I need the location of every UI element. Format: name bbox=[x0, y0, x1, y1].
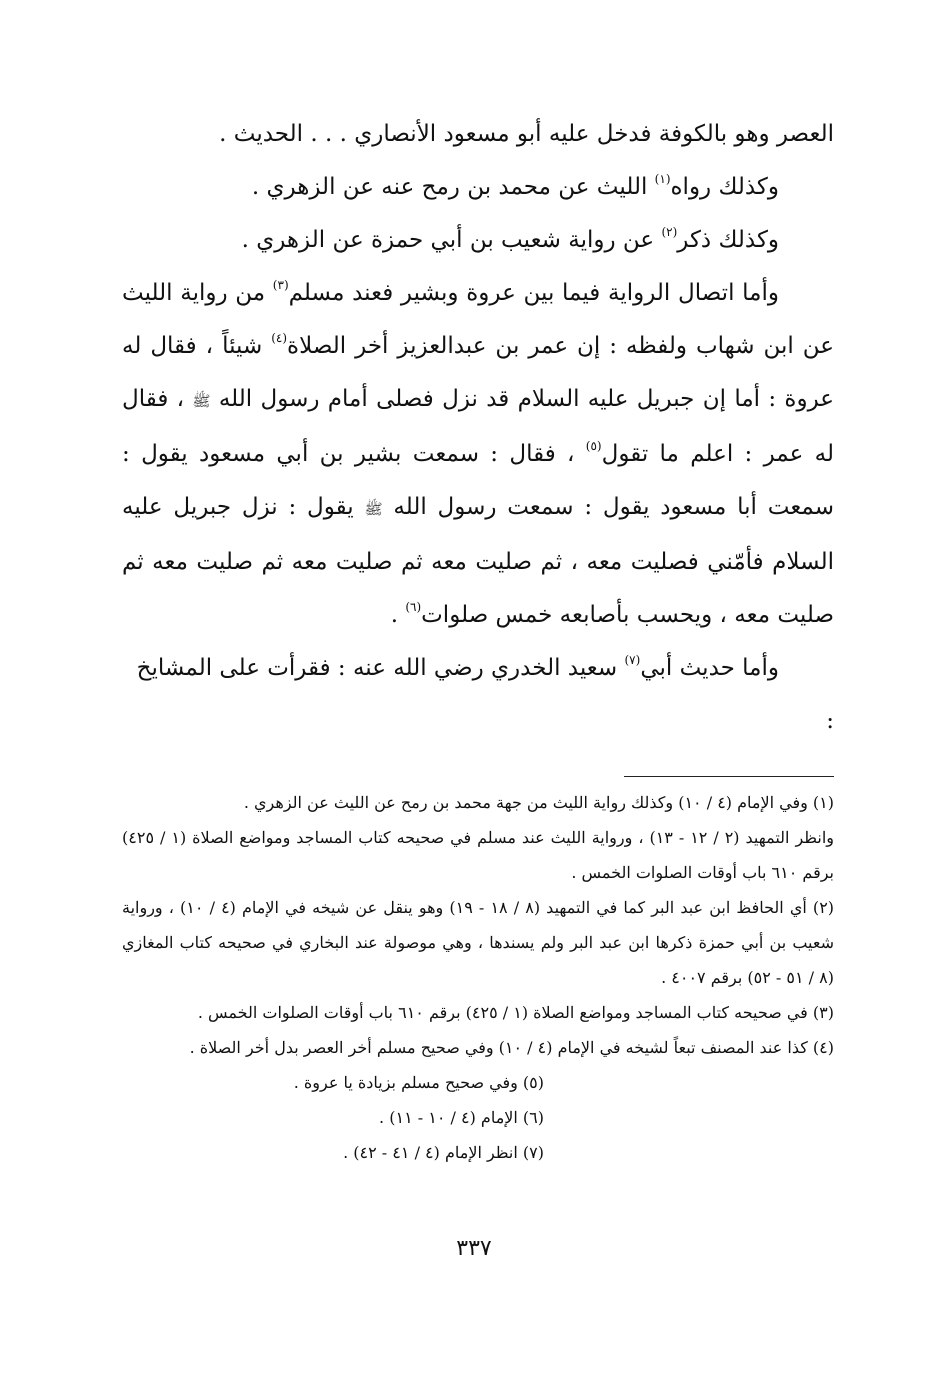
footnote-ref-5[interactable]: (٥) bbox=[585, 439, 602, 453]
text-segment: ، فقال : سمعت بشير بن أبي مسعود يقول : سمعت أبا مسعود يقول : سمعت رسول الله bbox=[122, 441, 834, 520]
footnote-ref-6[interactable]: (٦) bbox=[405, 600, 422, 614]
paragraph-abu-said bbox=[122, 642, 834, 748]
page bbox=[122, 108, 834, 1170]
footnote-4: (٤) كذا عند المصنف تبعاً لشيخه في الإمام (٤ / ١٠) وفي صحيح مسلم أخر العصر بدل أخر الصلاة . bbox=[189, 1038, 834, 1057]
footnote-2: (٢) أي الحافظ ابن عبد البر كما في التمهيد (٨ / ١٨ - ١٩) وهو ينقل عن شيخه في الإمام (٤ / ١٠) ، ورواية شعيب بن أبي حمزة ذكرها ابن عبد البر ولم يسندها ، وهي موصولة عند البخاري في صحيحه كتاب المغازي (٨ / ٥١ - ٥٢) برقم ٤٠٠٧ . bbox=[122, 898, 835, 987]
footnote-ref-2[interactable]: (٢) bbox=[661, 225, 678, 239]
paragraph-riwayat-layth bbox=[122, 161, 834, 214]
text-segment: وكذلك رواه bbox=[670, 174, 779, 200]
footnote-6: (٦) الإمام (٤ / ١٠ - ١١) . bbox=[379, 1108, 544, 1127]
text-segment: سعيد الخدري رضي الله عنه : فقرأت على المشايخ : bbox=[136, 655, 834, 734]
footnote-divider bbox=[624, 776, 834, 777]
text-segment: شيئاً ، فقال له عروة : أما إن جبريل عليه السلام قد نزل فصلى أمام رسول الله bbox=[122, 333, 834, 412]
text-segment: العصر وهو بالكوفة فدخل عليه أبو مسعود الأنصاري . . . الحديث . bbox=[219, 121, 834, 147]
main-text bbox=[122, 108, 834, 748]
footnote-ref-4[interactable]: (٤) bbox=[271, 331, 288, 345]
text-segment: من رواية الليث عن ابن شهاب ولفظه : إن عمر بن عبدالعزيز أخر الصلاة bbox=[122, 280, 835, 359]
text-segment: الليث عن محمد بن رمح عنه عن الزهري . bbox=[251, 174, 655, 200]
footnote-7: (٧) انظر الإمام (٤ / ٤١ - ٤٢) . bbox=[343, 1143, 544, 1162]
salawat-glyph: ﷺ bbox=[192, 392, 211, 410]
text-segment: . bbox=[390, 602, 406, 628]
text-segment: وكذلك ذكر bbox=[677, 227, 779, 253]
footnote-1: (١) وفي الإمام (٤ / ١٠) وكذلك رواية الليث من جهة محمد بن رمح عن الليث عن الزهري . bbox=[243, 793, 834, 812]
paragraph-riwayat-shuayb bbox=[122, 214, 834, 267]
salawat-glyph: ﷺ bbox=[364, 500, 383, 518]
footnote-5: (٥) وفي صحيح مسلم بزيادة يا عروة . bbox=[293, 1073, 544, 1092]
text-segment: وأما اتصال الرواية فيما بين عروة وبشير فعند مسلم bbox=[288, 280, 779, 306]
footnote-ref-1[interactable]: (١) bbox=[654, 172, 671, 186]
footnote-1-continuation: وانظر التمهيد (٢ / ١٢ - ١٣) ، ورواية الليث عند مسلم في صحيحه كتاب المساجد ومواضع الصلاة (١ / ٤٢٥) برقم ٦١٠ باب أوقات الصلوات الخمس . bbox=[122, 828, 835, 882]
line-continuation bbox=[122, 108, 834, 161]
footnotes bbox=[122, 785, 834, 1170]
page-number: ٣٣٧ bbox=[456, 1236, 492, 1261]
text-segment: ، فقال له عمر : اعلم ما تقول bbox=[122, 386, 834, 467]
footnote-ref-7[interactable]: (٧) bbox=[624, 653, 641, 667]
footnote-3: (٣) في صحيحه كتاب المساجد ومواضع الصلاة (١ / ٤٢٥) برقم ٦١٠ باب أوقات الصلوات الخمس . bbox=[197, 1003, 834, 1022]
text-segment: وأما حديث أبي bbox=[640, 655, 779, 681]
text-segment: عن رواية شعيب بن أبي حمزة عن الزهري . bbox=[241, 227, 662, 253]
footnote-ref-3[interactable]: (٣) bbox=[272, 278, 289, 292]
text-segment: يقول : نزل جبريل عليه السلام فأمّني فصليت معه ، ثم صليت معه ثم صليت معه ثم صليت معه ثم صليت معه ، ويحسب بأصابعه خمس صلوات bbox=[122, 494, 834, 628]
paragraph-ittisal bbox=[122, 267, 834, 642]
